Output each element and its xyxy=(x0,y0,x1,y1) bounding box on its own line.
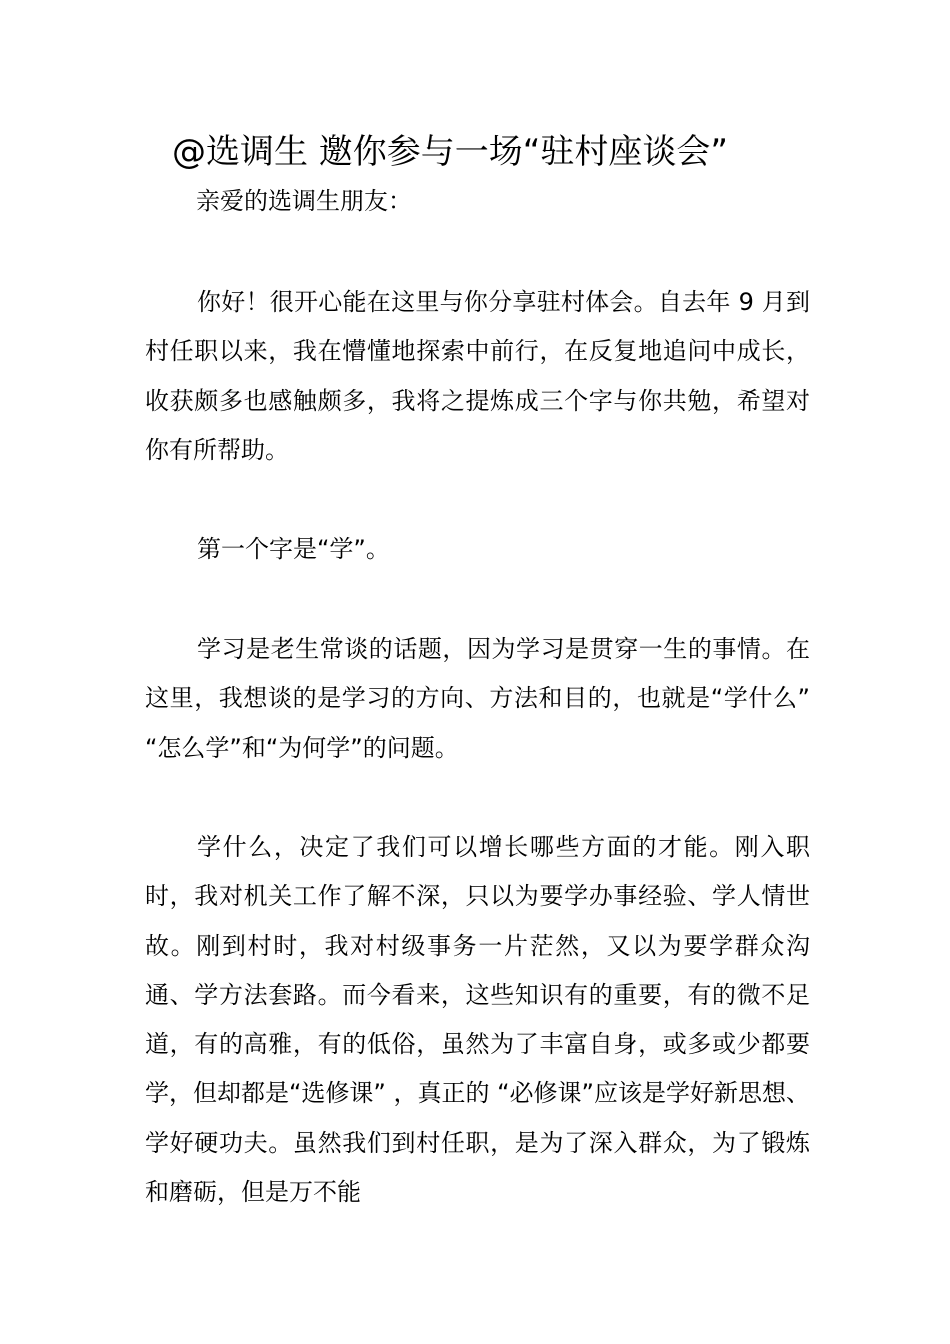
paragraph-intro: 你好！很开心能在这里与你分享驻村体会。自去年 9 月到村任职以来，我在懵懂地探索中前行，在反复地追问中成长，收获颇多也感触颇多，我将之提炼成三个字与你共勉，希望对你有所帮助。 xyxy=(145,288,810,464)
paragraph-learning-topic: 学习是老生常谈的话题，因为学习是贯穿一生的事情。在这里，我想谈的是学习的方向、方法和目的，也就是“学什么” “怎么学”和“为何学”的问题。 xyxy=(145,635,810,762)
paragraph-what-to-learn: 学什么，决定了我们可以增长哪些方面的才能。刚入职时，我对机关工作了解不深，只以为要学办事经验、学人情世故。刚到村时，我对村级事务一片茫然，又以为要学群众沟通、学方法套路。而今看来，这些知识有的重要，有的微不足道，有的高雅，有的低俗，虽然为了丰富自身，或多或少都要学，但却都是“选修课” ，真正的 “必修课”应该是学好新思想、学好硬功夫。虽然我们到村任职，是为了深入群众，为了锻炼和磨砺，但是万不能 xyxy=(145,833,810,1207)
salutation: 亲爱的选调生朋友： xyxy=(196,187,412,215)
document-title: @选调生 邀你参与一场“驻村座谈会” xyxy=(172,132,729,172)
paragraph-first-word: 第一个字是“学”。 xyxy=(197,535,390,563)
